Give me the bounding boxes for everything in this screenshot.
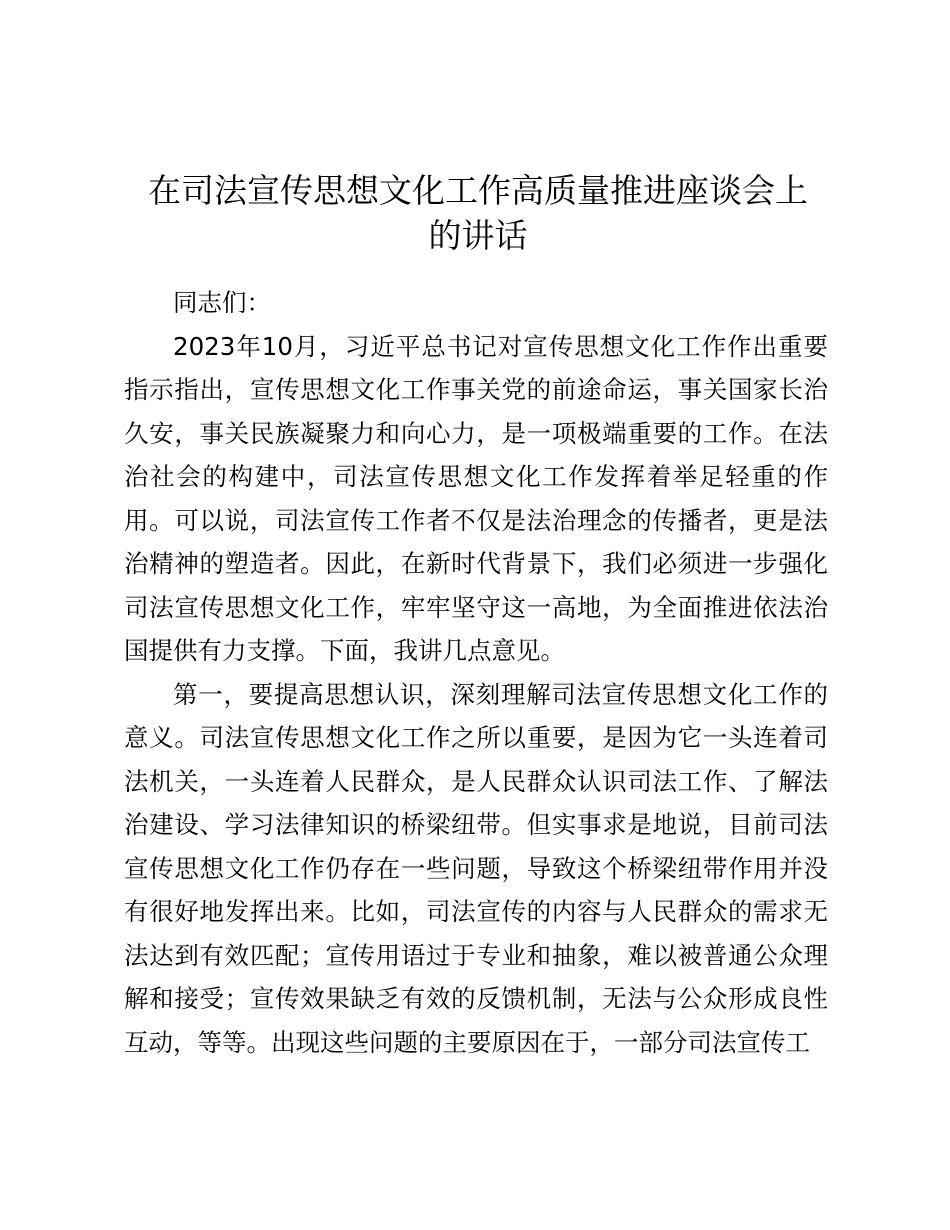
title-line-2: 的讲话 [428, 216, 528, 255]
paragraph-2: 第一，要提高思想认识，深刻理解司法宣传思想文化工作的意义。司法宣传思想文化工作之所以重要，是因为它一头连着司法机关，一头连着人民群众，是人民群众认识司法工作、了解法治建设、学习法律知识的桥梁纽带。但实事求是地说，目前司法宣传思想文化工作仍存在一些问题，导致这个桥梁纽带作用并没有很好地发挥出来。比如，司法宣传的内容与人民群众的需求无法达到有效匹配；宣传用语过于专业和抽象，难以被普通公众理解和接受；宣传效果缺乏有效的反馈机制，无法与公众形成良性互动，等等。出现这些问题的主要原因在于，一部分司法宣传工 [124, 679, 828, 1057]
paragraph-1: 2023年10月，习近平总书记对宣传思想文化工作作出重要指示指出，宣传思想文化工作事关党的前途命运，事关国家长治久安，事关民族凝聚力和向心力，是一项极端重要的工作。在法治社会的构建中，司法宣传思想文化工作发挥着举足轻重的作用。可以说，司法宣传工作者不仅是法治理念的传播者，更是法治精神的塑造者。因此，在新时代背景下，我们必须进一步强化司法宣传思想文化工作，牢牢坚守这一高地，为全面推进依法治国提供有力支撑。下面，我讲几点意见。 [124, 331, 828, 665]
document-title [120, 168, 836, 258]
document-body [124, 281, 828, 1064]
salutation: 同志们： [173, 288, 271, 317]
title-line-1: 在司法宣传思想文化工作高质量推进座谈会上 [148, 171, 808, 210]
